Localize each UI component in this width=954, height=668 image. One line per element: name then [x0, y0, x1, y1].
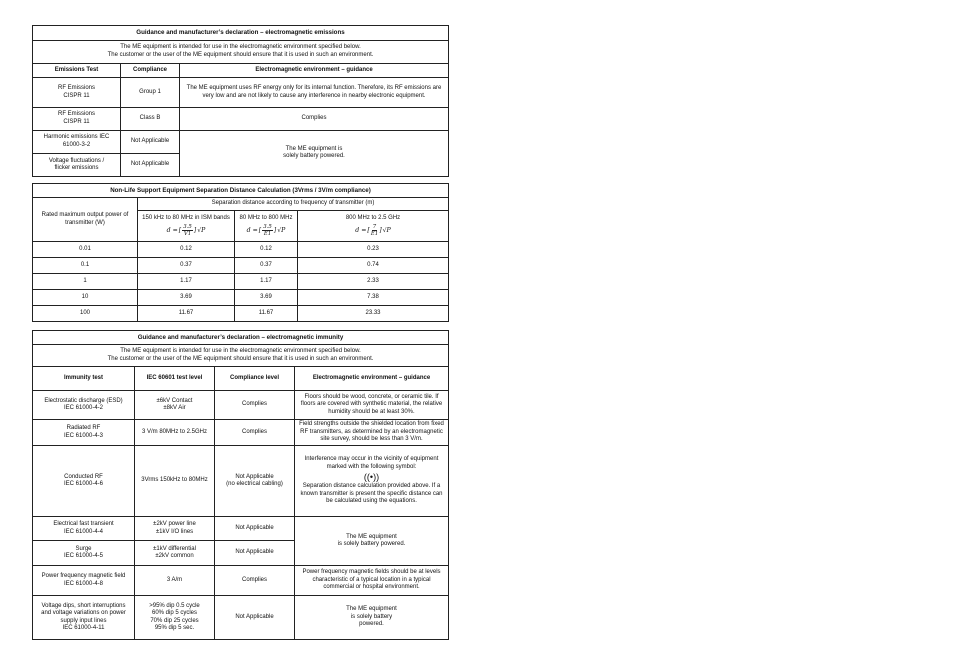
formula: d = [ $\frac{7}{E1}$ ] √P: [355, 223, 391, 237]
col-immunity-test: Immunity test: [33, 367, 135, 391]
table-row: Voltage fluctuations / flicker emissions Not Applicable: [33, 153, 449, 176]
separation-table: [32, 183, 449, 322]
immunity-table: [32, 330, 449, 640]
table-row: 100 11.67 11.67 23.33: [33, 306, 449, 322]
band-header: 150 kHz to 80 MHz in ISM bands d = [ $\frac{3.5}{V1}$ ] √P: [138, 211, 235, 242]
table-row: 0.01 0.12 0.12 0.23: [33, 242, 449, 258]
table-row: Conducted RF IEC 61000-4-6 3Vrms 150kHz to 80MHz Not Applicable (no electrical cabling) Interference may occur in the vicinity of equipment marked with the following symbol: ((•)) Separation distance calculation provided above. If a known transmitter is present the specific distance can be calculated using the equations.: [33, 446, 449, 517]
immunity-title: Guidance and manufacturer’s declaration – electromagnetic immunity: [33, 331, 449, 345]
table-row: 1 1.17 1.17 2.33: [33, 274, 449, 290]
table-row: 10 3.69 3.69 7.38: [33, 290, 449, 306]
band-header: 800 MHz to 2.5 GHz d = [ $\frac{7}{E1}$ ] √P: [298, 211, 449, 242]
table-row: Harmonic emissions IEC 61000-3-2 Not Applicable The ME equipment is solely battery powered.: [33, 130, 449, 153]
table-row: RF Emissions CISPR 11 Class B Complies: [33, 107, 449, 130]
table-row: Surge IEC 61000-4-5 ±1kV differential ±2kV common Not Applicable: [33, 541, 449, 566]
table-row: Electrical fast transient IEC 61000-4-4 ±2kV power line ±1kV I/O lines Not Applicable The ME equipment is solely battery powered.: [33, 517, 449, 541]
emissions-title: Guidance and manufacturer’s declaration – electromagnetic emissions: [33, 26, 449, 41]
rf-radiation-symbol-icon: ((•)): [363, 472, 380, 483]
col-env-guidance: Electromagnetic environment – guidance: [180, 63, 449, 78]
col-compliance: Compliance: [121, 63, 180, 78]
battery-note: The ME equipment is solely battery powered.: [295, 517, 449, 566]
separation-title: Non-Life Support Equipment Separation Distance Calculation (3Vrms / 3V/m compliance): [33, 184, 449, 198]
col-compliance-level: Compliance level: [215, 367, 295, 391]
band-header: 80 MHz to 800 MHz d = [ $\frac{3.5}{E1}$ ] √P: [235, 211, 298, 242]
emissions-table: [32, 25, 449, 177]
immunity-intro: The ME equipment is intended for use in the electromagnetic environment specified below. The customer or the user of the ME equipment should ensure that it is used in such an environment.: [33, 345, 449, 367]
col-emissions-test: Emissions Test: [33, 63, 121, 78]
table-row: Electrostatic discharge (ESD) IEC 61000-4-2 ±6kV Contact ±8kV Air Complies Floors should be wood, concrete, or ceramic tile. If floors are covered with synthetic material, the relative humidity should be at least 30%.: [33, 391, 449, 420]
formula: d = [ $\frac{3.5}{V1}$ ] √P: [166, 223, 206, 237]
separation-span-header: Separation distance according to frequency of transmitter (m): [138, 198, 449, 211]
table-row: 0.1 0.37 0.37 0.74: [33, 258, 449, 274]
emissions-intro: The ME equipment is intended for use in the electromagnetic environment specified below. The customer or the user of the ME equipment should ensure that it is used in such an environment.: [33, 40, 449, 63]
table-row: Radiated RF IEC 61000-4-3 3 V/m 80MHz to 2.5GHz Complies Field strengths outside the shielded location from fixed RF transmitters, as determined by an electromagnetic site survey, should be less than 3 V/m.: [33, 420, 449, 446]
battery-note: The ME equipment is solely battery powered.: [180, 130, 449, 176]
formula: d = [ $\frac{3.5}{E1}$ ] √P: [246, 223, 286, 237]
table-row: Voltage dips, short interruptions and voltage variations on power supply input lines IEC 61000-4-11 >95% dip 0.5 cycle 60% dip 5 cycles 70% dip 25 cycles 95% dip 5 sec. Not Applicable The ME equipment is solely battery powered.: [33, 596, 449, 640]
rated-power-header: Rated maximum output power of transmitter (W): [33, 198, 138, 242]
col-test-level: IEC 60601 test level: [135, 367, 215, 391]
table-row: Power frequency magnetic field IEC 61000-4-8 3 A/m Complies Power frequency magnetic fields should be at levels characteristic of a typical location in a typical commercial or hospital environment.: [33, 566, 449, 596]
table-row: RF Emissions CISPR 11 Group 1 The ME equipment uses RF energy only for its internal function. Therefore, its RF emissions are very low and are not likely to cause any interference in nearby electronic equipment.: [33, 78, 449, 107]
col-env-guidance: Electromagnetic environment – guidance: [295, 367, 449, 391]
